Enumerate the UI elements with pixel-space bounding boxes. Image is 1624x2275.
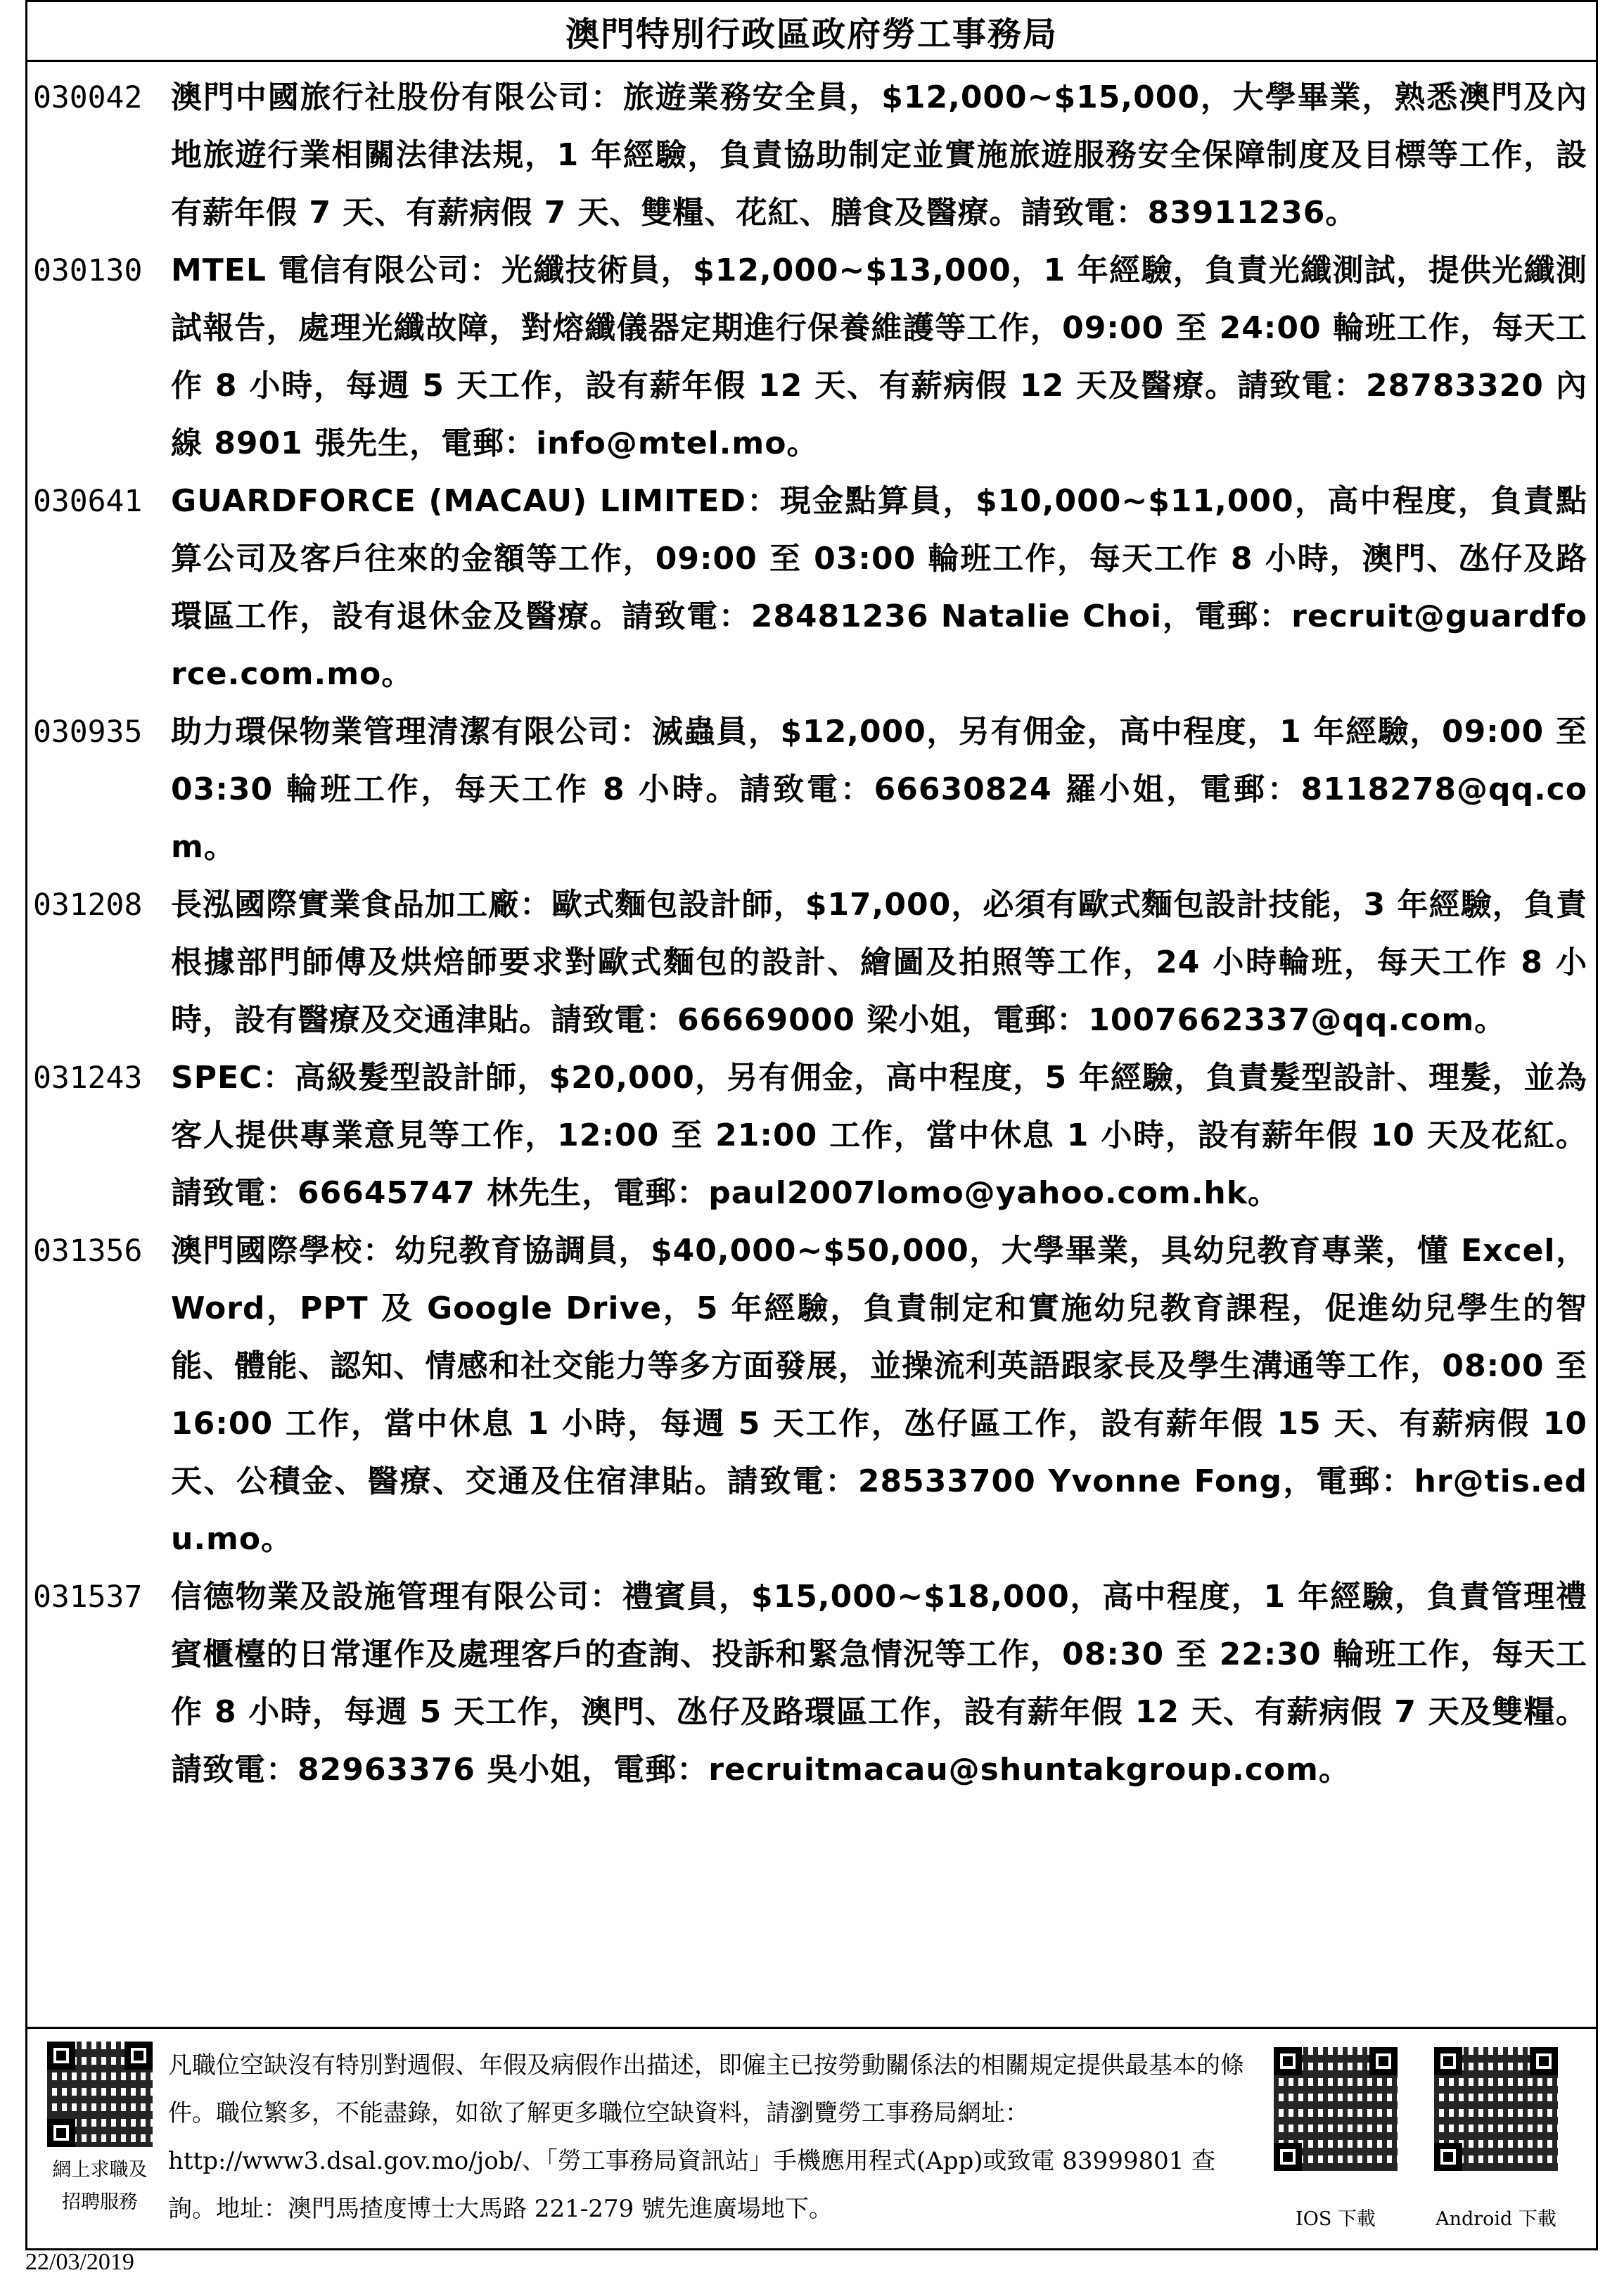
job-listing xyxy=(27,473,1596,703)
job-description: 信德物業及設施管理有限公司：禮賓員，$15,000~$18,000，高中程度，1 年經驗，負責管理禮賓櫃檯的日常運作及處理客戶的查詢、投訴和緊急情況等工作，08:30 至 22:30 輪班工作，每天工作 8 小時，每週 5 天工作，澳門、氹仔及路環區工作，設有薪年假 12 天、有薪病假 7 天及雙糧。請致電：82963376 吳小姐，電郵：recruitmacau@shuntakgroup.com。 xyxy=(171,1579,1587,1788)
job-code: 030130 xyxy=(33,253,143,288)
job-description: 助力環保物業管理清潔有限公司：滅蟲員，$12,000，另有佣金，高中程度，1 年經驗，09:00 至 03:30 輪班工作，每天工作 8 小時。請致電：66630824 羅小姐，電郵：8118278@qq.com。 xyxy=(171,714,1587,865)
job-code: 030641 xyxy=(33,484,143,519)
qr-code-icon[interactable] xyxy=(47,2042,153,2147)
job-listing xyxy=(27,242,1596,473)
job-list xyxy=(27,62,1596,1799)
job-description: 長泓國際實業食品加工廠：歐式麵包設計師，$17,000，必須有歐式麵包設計技能，3 年經驗，負責根據部門師傅及烘焙師要求對歐式麵包的設計、繪圖及拍照等工作，24 小時輪班，每天工作 8 小時，設有醫療及交通津貼。請致電：66669000 梁小姐，電郵：1007662337@qq.com。 xyxy=(171,887,1587,1038)
job-code: 031208 xyxy=(33,887,143,923)
job-listing xyxy=(27,69,1596,242)
job-code: 030935 xyxy=(33,714,143,750)
job-code: 030042 xyxy=(33,80,143,115)
publish-date: 22/03/2019 xyxy=(25,2249,134,2275)
job-listing xyxy=(27,1568,1596,1799)
page-title: 澳門特別行政區政府勞工事務局 xyxy=(565,14,1058,54)
qr-label-online-service: 網上求職及 招聘服務 xyxy=(52,2159,148,2213)
job-listing xyxy=(27,703,1596,876)
job-description: SPEC：高級髮型設計師，$20,000，另有佣金，高中程度，5 年經驗，負責髮型設計、理髮，並為客人提供專業意見等工作，12:00 至 21:00 工作，當中休息 1 小時，設有薪年假 10 天及花紅。請致電：66645747 林先生，電郵：paul2007lomo@yahoo.com.hk。 xyxy=(171,1060,1587,1211)
sheet-header xyxy=(27,2,1596,62)
job-code: 031537 xyxy=(33,1579,143,1615)
job-description: 澳門中國旅行社股份有限公司：旅遊業務安全員，$12,000~$15,000，大學畢業，熟悉澳門及內地旅遊行業相關法律法規，1 年經驗，負責協助制定並實施旅遊服務安全保障制度及目標等工作，設有薪年假 7 天、有薪病假 7 天、雙糧、花紅、膳食及醫療。請致電：83911236。 xyxy=(171,79,1587,231)
ios-qr-code-icon[interactable] xyxy=(1274,2047,1398,2171)
footer xyxy=(27,2027,1596,2248)
job-code: 031243 xyxy=(33,1060,143,1096)
footer-notice: 凡職位空缺沒有特別對週假、年假及病假作出描述，即僱主已按勞動關係法的相關規定提供最基本的條件。職位繁多，不能盡錄，如欲了解更多職位空缺資料，請瀏覽勞工事務局網址：http://www3.dsal.gov.mo/job/、「勞工事務局資訊站」手機應用程式(App)或致電 83999801 查詢。地址：澳門馬揸度博士大馬路 221-279 號先進廣場地下。 xyxy=(168,2051,1244,2223)
job-listing xyxy=(27,876,1596,1049)
job-code: 031356 xyxy=(33,1233,143,1269)
job-description: 澳門國際學校：幼兒教育協調員，$40,000~$50,000，大學畢業，具幼兒教育專業，懂 Excel，Word，PPT 及 Google Drive，5 年經驗，負責制定和實施幼兒教育課程，促進幼兒學生的智能、體能、認知、情感和社交能力等多方面發展，並操流利英語跟家長及學生溝通等工作，08:00 至 16:00 工作，當中休息 1 小時，每週 5 天工作，氹仔區工作，設有薪年假 15 天、有薪病假 10 天、公積金、醫療、交通及住宿津貼。請致電：28533700 Yvonne Fong，電郵：hr@tis.edu.mo。 xyxy=(171,1233,1587,1557)
ios-download-label: IOS 下載 xyxy=(1296,2208,1376,2230)
android-qr-code-icon[interactable] xyxy=(1434,2047,1558,2171)
job-description: GUARDFORCE (MACAU) LIMITED：現金點算員，$10,000~$11,000，高中程度，負責點算公司及客戶往來的金額等工作，09:00 至 03:00 輪班工作，每天工作 8 小時，澳門、氹仔及路環區工作，設有退休金及醫療。請致電：28481236 Natalie Choi，電郵：recruit@guardforce.com.mo。 xyxy=(171,483,1587,692)
job-description: MTEL 電信有限公司：光纖技術員，$12,000~$13,000，1 年經驗，負責光纖測試，提供光纖測試報告，處理光纖故障，對熔纖儀器定期進行保養維護等工作，09:00 至 24:00 輪班工作，每天工作 8 小時，每週 5 天工作，設有薪年假 12 天、有薪病假 12 天及醫療。請致電：28783320 內線 8901 張先生，電郵：info@mtel.mo。 xyxy=(171,252,1587,461)
android-download-label: Android 下載 xyxy=(1436,2208,1556,2230)
job-listing xyxy=(27,1222,1596,1568)
job-listing xyxy=(27,1049,1596,1222)
job-listing-sheet xyxy=(25,0,1598,2250)
